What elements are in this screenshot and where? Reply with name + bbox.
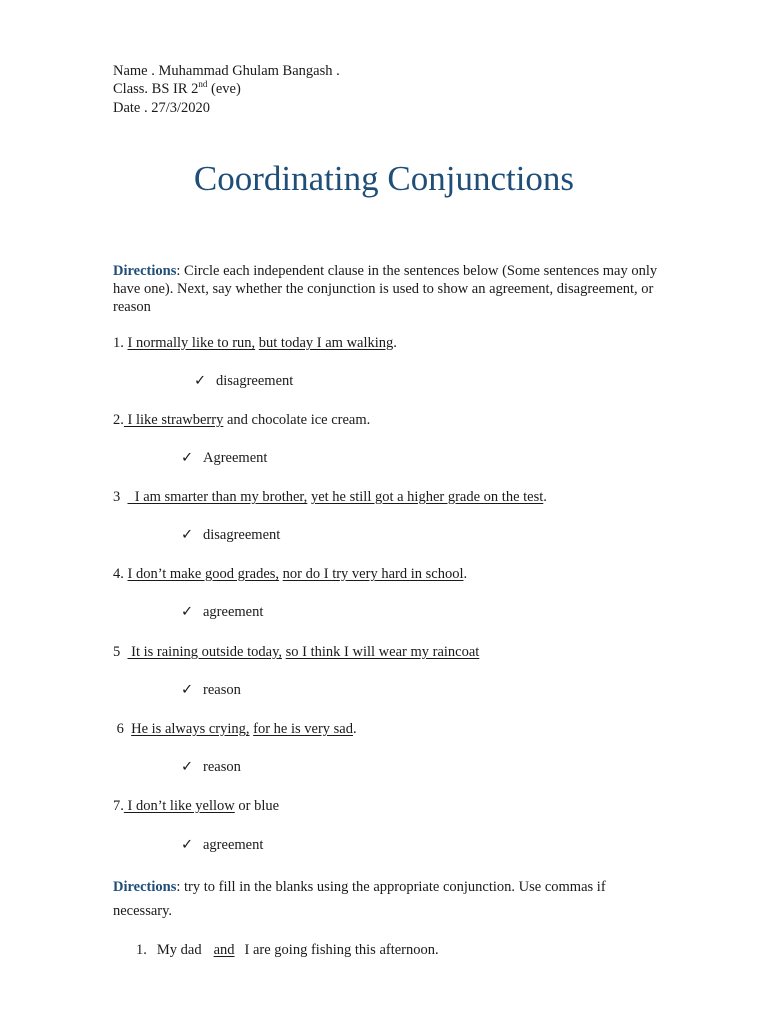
independent-clause: so I think I will wear my raincoat [285,644,480,660]
answer-text: agreement [203,837,264,853]
checkmark-icon: ✓ [181,759,194,775]
class-suffix: (eve) [207,81,241,97]
sentence-5 [113,643,479,661]
independent-clause: I like strawberry [123,412,224,428]
answer-text: reason [203,682,241,698]
answer-2 [181,449,267,467]
sentence-number: 6 [113,721,132,737]
sentence-number: 1. [113,335,128,351]
sentence-number: 4. [113,566,128,582]
sentence-text: My dad [156,942,202,958]
answer-text: Agreement [203,450,268,466]
sentence-number: 3 [113,489,128,505]
independent-clause: for he is very sad [253,721,353,737]
sentence-number: 5 [113,644,128,660]
directions-label: Directions [113,263,177,279]
independent-clause: but today I am walking [258,335,394,351]
sentence-end: . [393,335,397,351]
sentence-number: 7. [113,798,124,814]
independent-clause: yet he still got a higher grade on the test [310,489,544,505]
directions-text: : try to fill in the blanks using the appropriate conjunction. Use commas if necessary. [113,879,606,919]
independent-clause: I don’t make good grades, [127,566,280,582]
answer-3 [181,526,280,544]
independent-clause: He is always crying, [131,721,250,737]
sentence-number: 2. [113,412,124,428]
list-number: 1. [136,942,147,958]
answer-5 [181,681,241,699]
class-prefix: Class. BS IR 2 [113,81,199,97]
checkmark-icon: ✓ [181,837,194,853]
checkmark-icon: ✓ [181,450,194,466]
answer-1 [194,372,293,390]
independent-clause: I am smarter than my brother, [127,489,308,505]
student-name: Name . Muhammad Ghulam Bangash . [113,63,340,79]
answer-7 [181,836,263,854]
page-title: Coordinating Conjunctions [193,159,575,198]
independent-clause: I don’t like yellow [123,798,235,814]
sentence-text: or blue [234,798,280,814]
document-date: Date . 27/3/2020 [113,100,211,116]
sentence-4 [113,565,467,583]
filled-blank: and [213,942,235,958]
directions-paragraph-2 [113,875,658,923]
checkmark-icon: ✓ [181,527,194,543]
answer-text: disagreement [216,373,294,389]
sentence-7 [113,797,279,815]
independent-clause: nor do I try very hard in school [282,566,464,582]
sentence-end: . [353,721,357,737]
sentence-2 [113,411,370,429]
class-superscript: nd [198,79,208,90]
checkmark-icon: ✓ [194,373,207,389]
directions-text: : Circle each independent clause in the sentences below (Some sentences may only have one). Next, say whether the conjunction is used to show an agreement, disagreement, or reason [113,263,658,315]
answer-text: disagreement [203,527,281,543]
sentence-end: . [463,566,468,582]
answer-text: agreement [203,604,264,620]
checkmark-icon: ✓ [181,682,194,698]
checkmark-icon: ✓ [181,604,194,620]
directions-paragraph-1 [113,262,658,316]
sentence-end: . [543,489,547,505]
answer-4 [181,603,263,621]
independent-clause: I normally like to run, [127,335,256,351]
sentence-6 [113,720,357,738]
sentence-text: and chocolate ice cream. [223,412,371,428]
answer-6 [181,758,241,776]
independent-clause: It is raining outside today, [127,644,283,660]
answer-text: reason [203,759,241,775]
sentence-1 [113,334,397,352]
directions-label: Directions [113,879,177,895]
fill-in-item-1 [136,941,439,959]
student-class [113,80,241,98]
sentence-3 [113,488,547,506]
sentence-text: I are going fishing this afternoon. [244,942,439,958]
